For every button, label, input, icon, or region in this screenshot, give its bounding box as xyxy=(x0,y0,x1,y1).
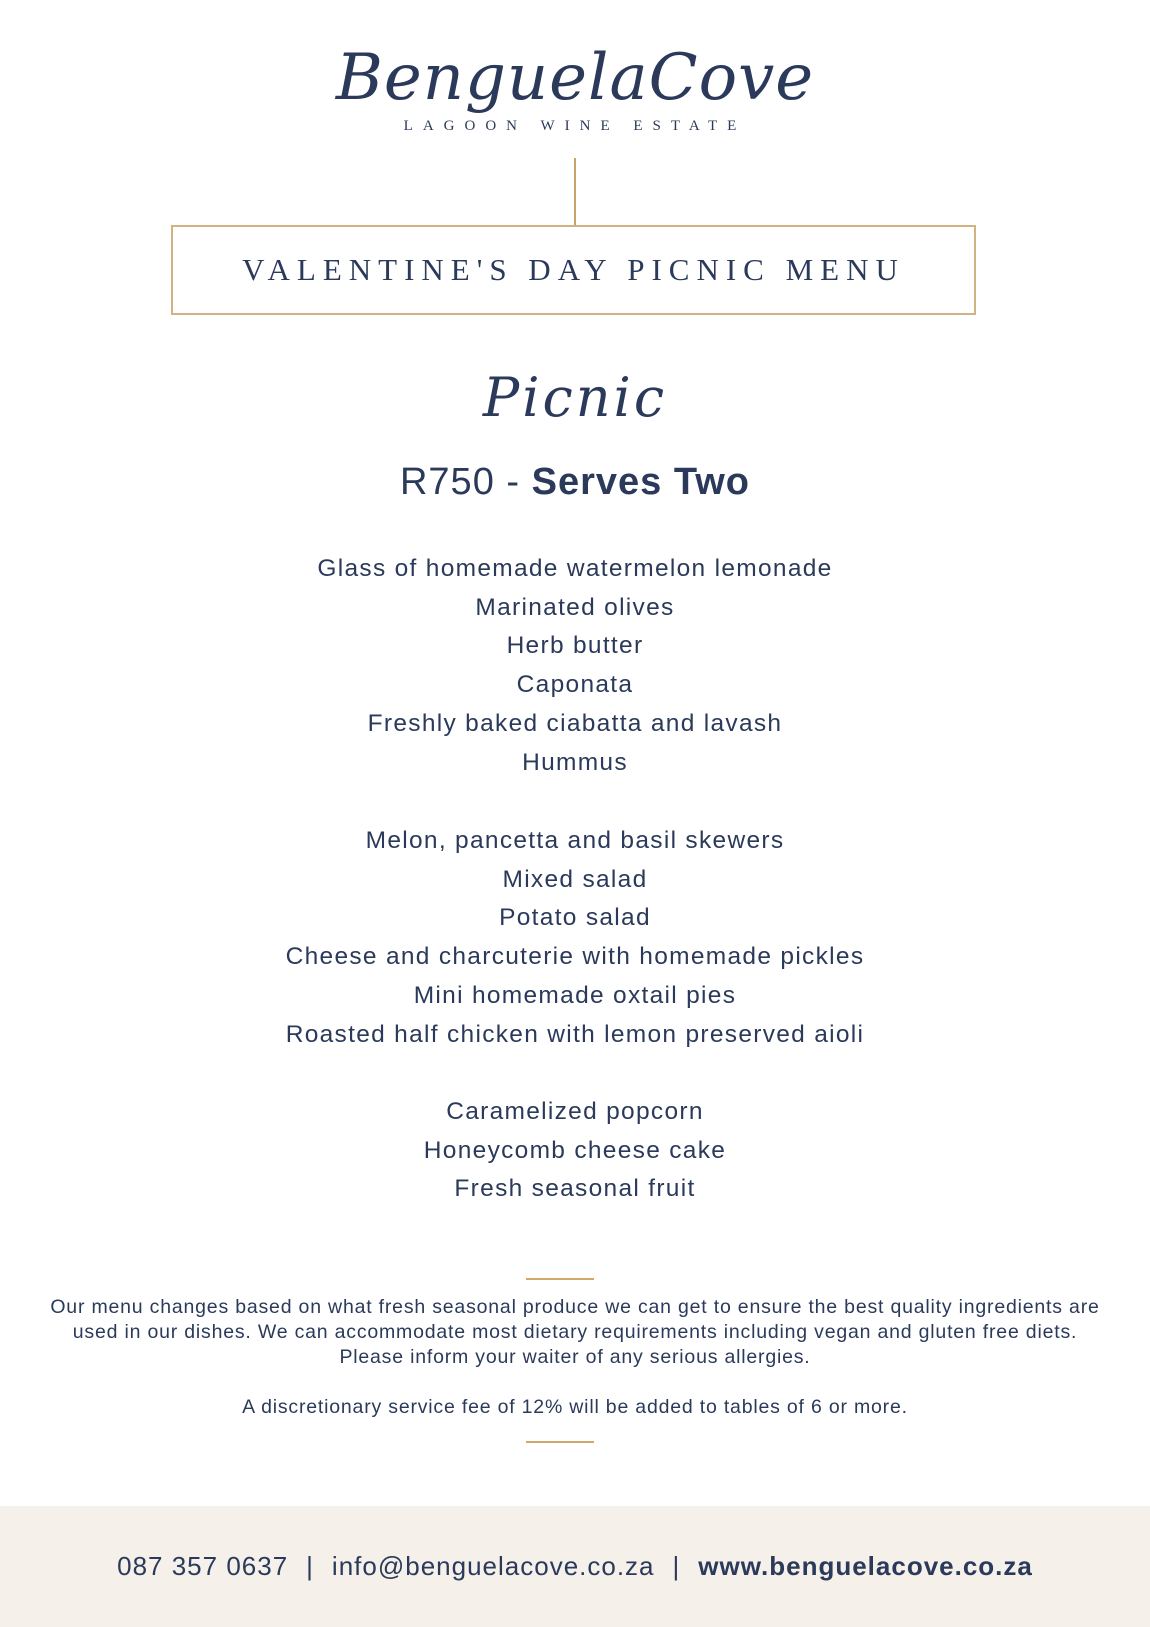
contact-footer xyxy=(0,1506,1150,1627)
menu-group-mains xyxy=(0,822,1150,1054)
serves-label: Serves Two xyxy=(531,461,750,503)
menu-group-starters xyxy=(0,550,1150,782)
menu-title: VALENTINE'S DAY PICNIC MENU xyxy=(242,252,905,287)
menu-item: Cheese and charcuterie with homemade pickles xyxy=(285,943,865,971)
menu-item: Marinated olives xyxy=(475,593,675,621)
menu-item: Freshly baked ciabatta and lavash xyxy=(367,709,783,737)
price: R750 - xyxy=(399,461,532,503)
price-line xyxy=(0,458,1150,506)
footer-phone[interactable]: 087 357 0637 xyxy=(117,1551,289,1581)
menu-item: Hummus xyxy=(522,748,628,776)
dietary-note: Our menu changes based on what fresh seasonal produce we can get to ensure the best quality ingredients are used in our dishes. We can accommodate most dietary requirements including vegan and gluten free diets. Please inform your waiter of any serious allergies. xyxy=(50,1296,1100,1368)
divider-bottom xyxy=(526,1441,594,1443)
divider-top xyxy=(526,1278,594,1280)
menu-item: Honeycomb cheese cake xyxy=(423,1136,727,1164)
menu-item: Roasted half chicken with lemon preserved aioli xyxy=(285,1020,865,1048)
menu-item: Caponata xyxy=(516,671,634,699)
section-script-title: Picnic xyxy=(482,366,668,429)
menu-item: Herb butter xyxy=(506,632,644,660)
menu-item: Caramelized popcorn xyxy=(446,1098,704,1125)
brand-logo xyxy=(0,38,1150,135)
menu-item: Mixed salad xyxy=(502,865,648,893)
menu-title-box xyxy=(171,225,976,315)
logo-tagline: LAGOON WINE ESTATE xyxy=(403,118,747,134)
menu-item: Fresh seasonal fruit xyxy=(454,1175,696,1203)
footer-website-link[interactable]: www.benguelacove.co.za xyxy=(698,1551,1033,1581)
menu-notes xyxy=(40,1295,1110,1420)
footer-separator: | xyxy=(306,1551,314,1581)
logo-wordmark: BenguelaCove xyxy=(335,41,815,115)
menu-item: Mini homemade oxtail pies xyxy=(413,981,737,1009)
menu-item: Glass of homemade watermelon lemonade xyxy=(317,555,833,582)
menu-item: Potato salad xyxy=(499,904,651,932)
footer-separator: | xyxy=(672,1551,681,1581)
menu-item: Melon, pancetta and basil skewers xyxy=(365,827,785,854)
service-fee-note: A discretionary service fee of 12% will be added to tables of 6 or more. xyxy=(242,1396,908,1418)
footer-email[interactable]: info@benguelacove.co.za xyxy=(331,1551,655,1581)
menu-group-desserts xyxy=(0,1093,1150,1209)
logo-connector-line xyxy=(574,158,576,225)
